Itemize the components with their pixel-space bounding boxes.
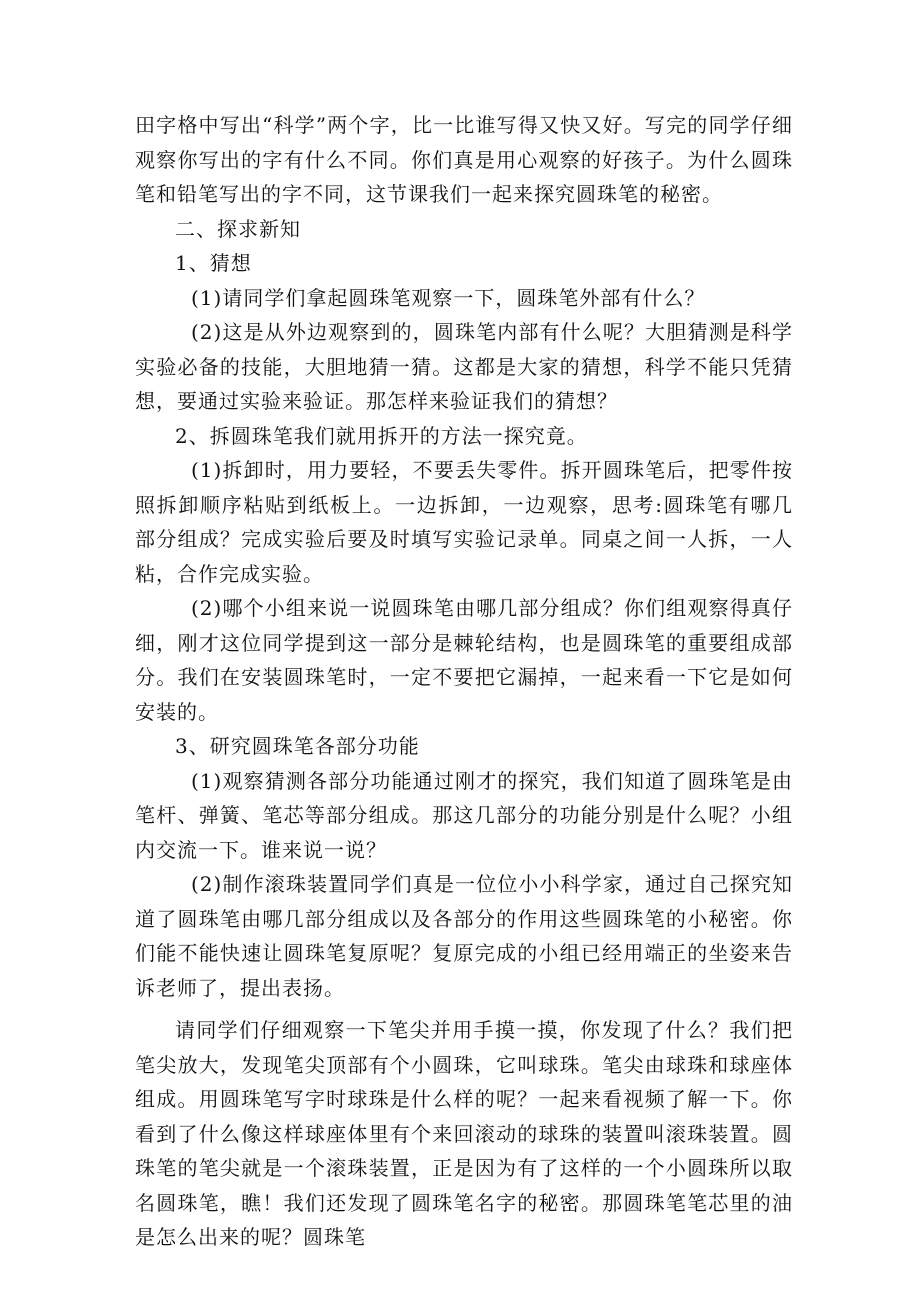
paragraph-function-2: (2)制作滚珠装置同学们真是一位位小小科学家，通过自己探究知道了圆珠笔由哪几部分组成以及各部分的作用这些圆珠笔的小秘密。你们能不能快速让圆珠笔复原呢？复原完成的小组已经用端正的坐姿来告诉老师了，提出表扬。	[135, 872, 793, 1000]
paragraph-disassemble-1: (1)拆卸时，用力要轻，不要丢失零件。拆开圆珠笔后，把零件按照拆卸顺序粘贴到纸板上。一边拆卸，一边观察，思考:圆珠笔有哪几部分组成？完成实验后要及时填写实验记录单。同桌之间一人拆，一人粘，合作完成实验。	[135, 458, 793, 586]
heading-explore-new-knowledge: 二、探求新知	[175, 216, 301, 241]
paragraph-pen-tip-observation: 请同学们仔细观察一下笔尖并用手摸一摸，你发现了什么？我们把笔尖放大，发现笔尖顶部有个小圆珠，它叫球珠。笔尖由球珠和球座体组成。用圆珠笔写字时球珠是什么样的呢？一起来看视频了解一下。你看到了什么像这样球座体里有个来回滚动的球珠的装置叫滚珠装置。圆珠笔的笔尖就是一个滚珠装置，正是因为有了这样的一个小圆珠所以取名圆珠笔，瞧！我们还发现了圆珠笔名字的秘密。那圆珠笔笔芯里的油是怎么出来的呢？圆珠笔	[135, 1018, 793, 1249]
paragraph-guess-1: (1)请同学们拿起圆珠笔观察一下，圆珠笔外部有什么？	[191, 285, 706, 310]
heading-guess: 1、猜想	[175, 251, 252, 275]
heading-disassemble-pen: 2、拆圆珠笔我们就用拆开的方法一探究竟。	[175, 423, 588, 448]
paragraph-function-1: (1)观察猜测各部分功能通过刚才的探究，我们知道了圆珠笔是由笔杆、弹簧、笔芯等部分组成。那这几部分的功能分别是什么呢？小组内交流一下。谁来说一说？	[135, 768, 793, 862]
paragraph-guess-2: (2)这是从外边观察到的，圆珠笔内部有什么呢？大胆猜测是科学实验必备的技能，大胆地猜一猜。这都是大家的猜想，科学不能只凭猜想，要通过实验来验证。那怎样来验证我们的猜想？	[135, 320, 793, 413]
paragraph-disassemble-2: (2)哪个小组来说一说圆珠笔由哪几部分组成？你们组观察得真仔细，刚才这位同学提到这一部分是棘轮结构，也是圆珠笔的重要组成部分。我们在安装圆珠笔时，一定不要把它漏掉，一起来看一下它是如何安装的。	[135, 596, 793, 724]
heading-study-parts-function: 3、研究圆珠笔各部分功能	[175, 734, 420, 758]
paragraph-intro-continuation: 田字格中写出“科学”两个字，比一比谁写得又快又好。写完的同学仔细观察你写出的字有什么不同。你们真是用心观察的好孩子。为什么圆珠笔和铅笔写出的字不同，这节课我们一起来探究圆珠笔的秘密。	[135, 113, 793, 206]
